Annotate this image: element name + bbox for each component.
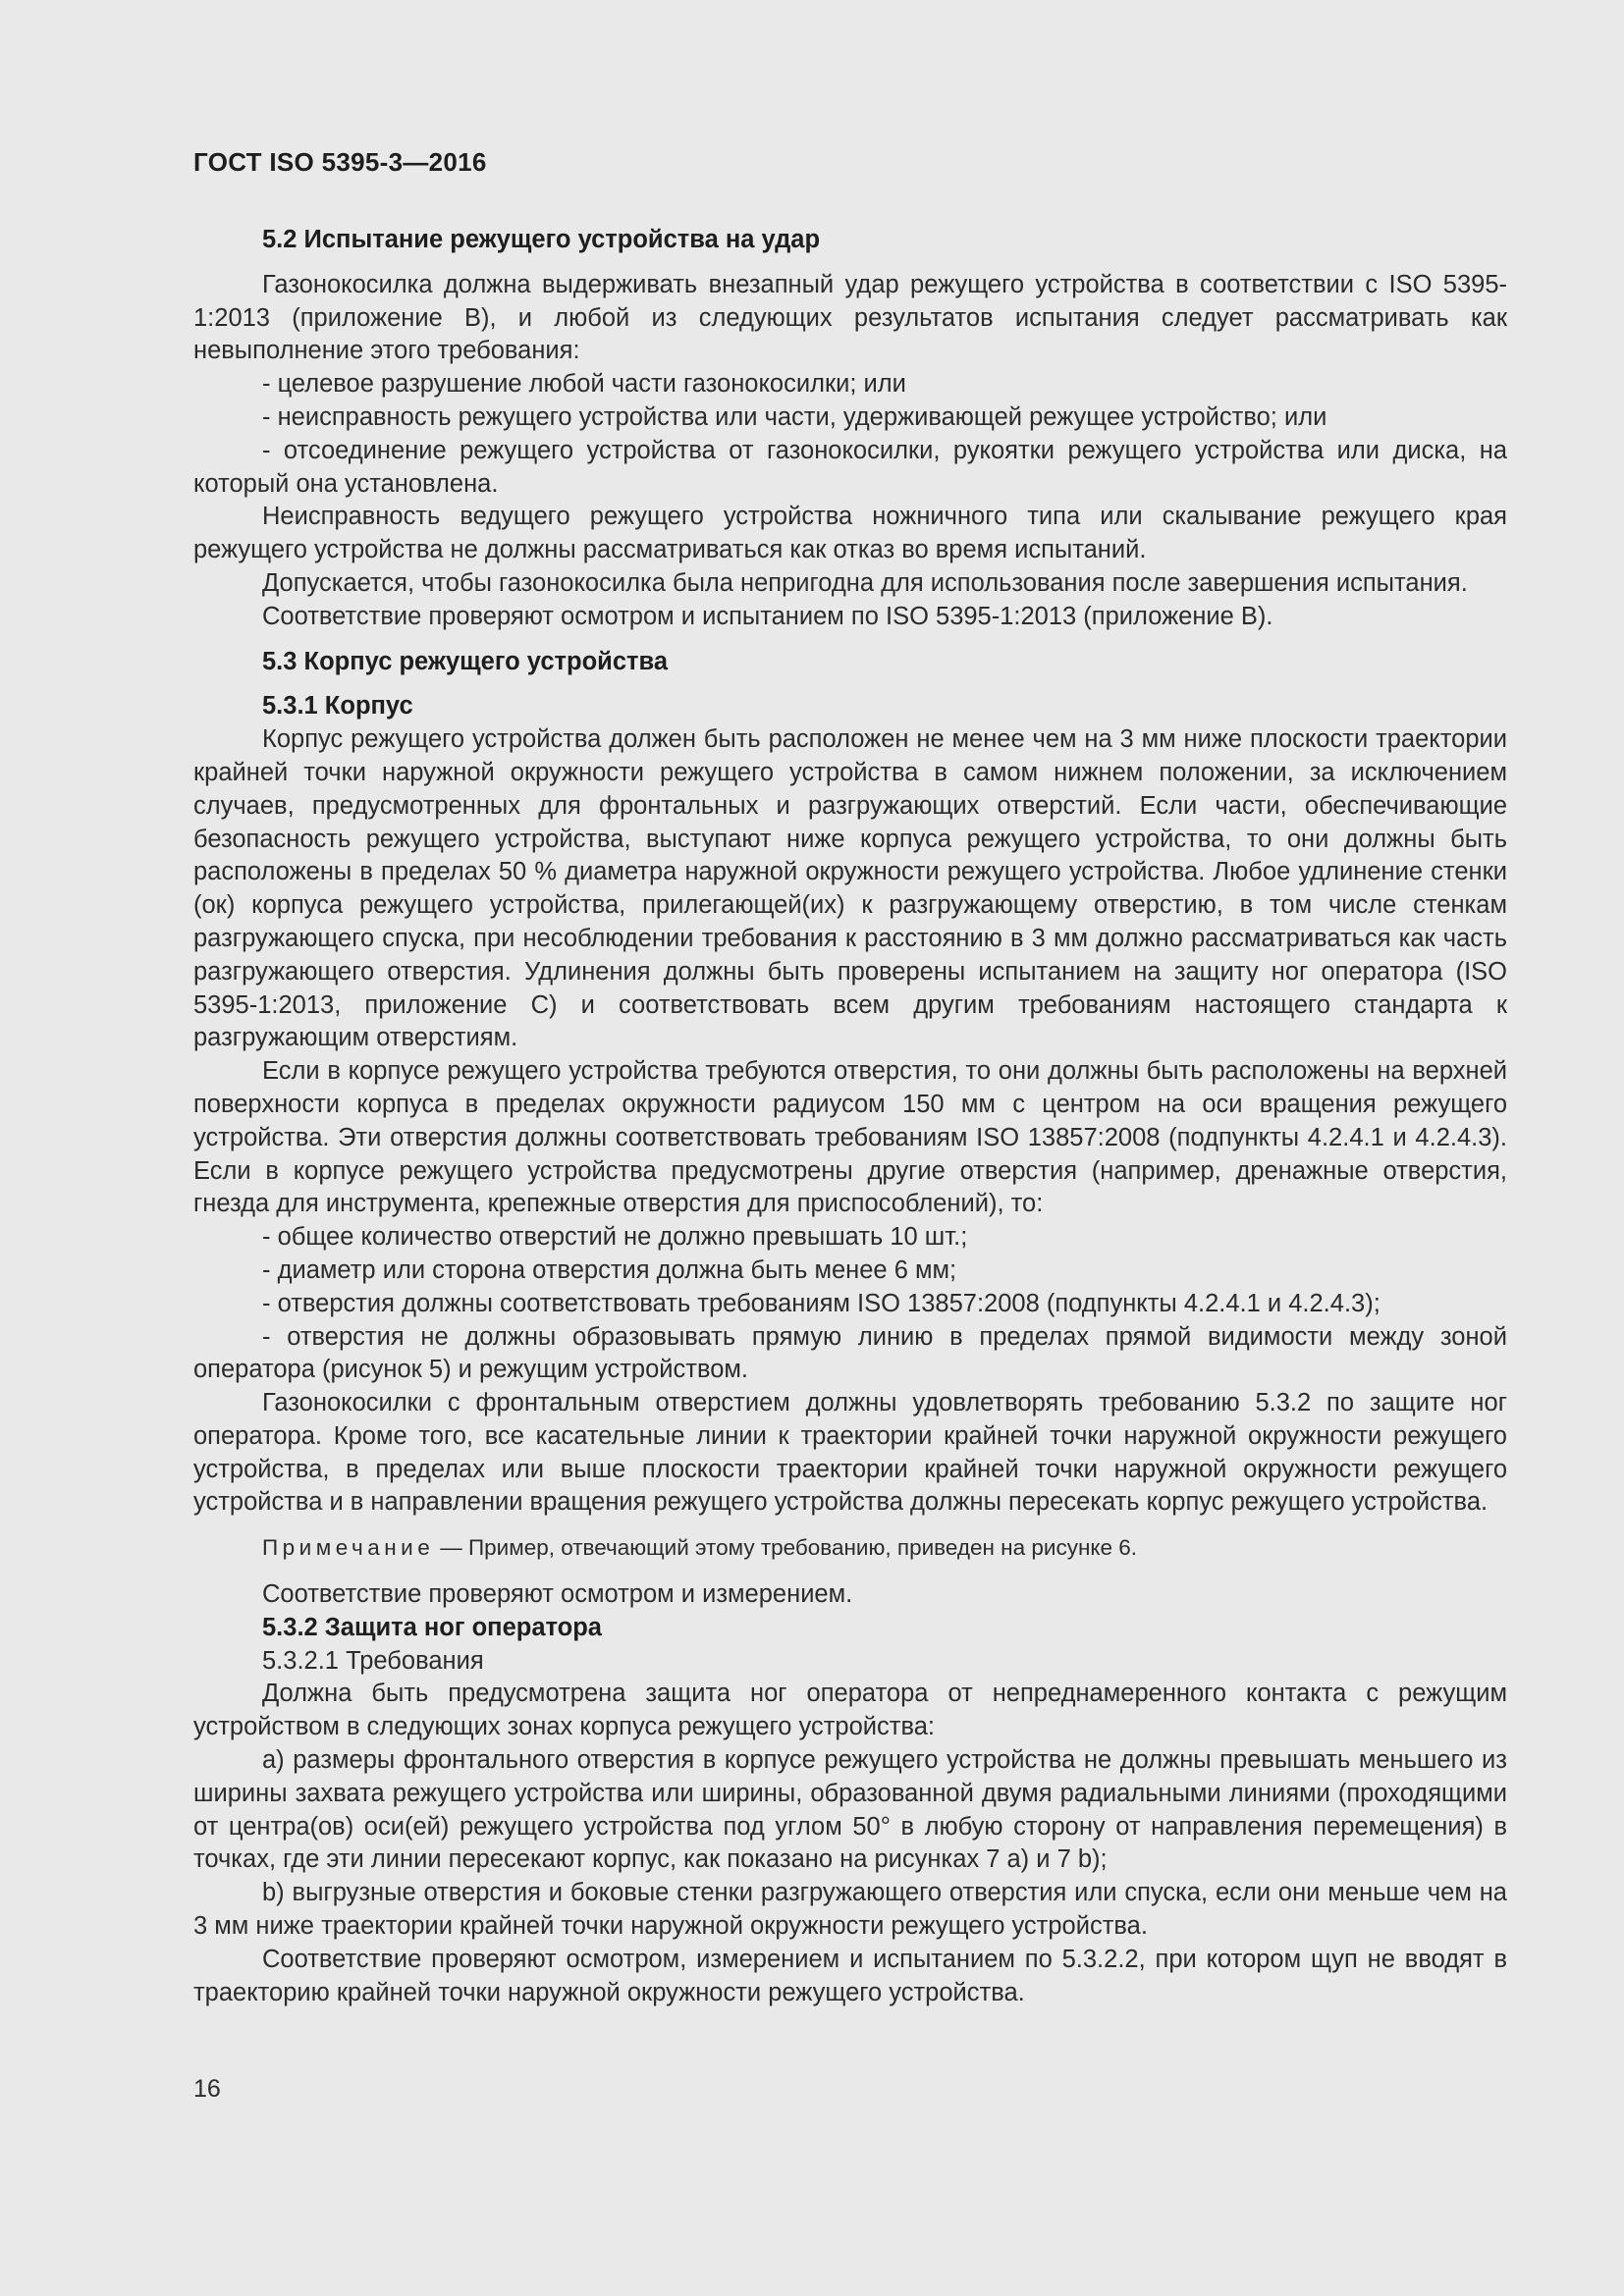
list-item: - отсоединение режущего устройства от газонокосилки, рукоятки режущего устройства или диска, на который она установлена. [193,436,1507,498]
document-body [193,224,1507,2009]
list-item: - отверстия должны соответствовать требованиям ISO 13857:2008 (подпункты 4.2.4.1 и 4.2.4.3); [262,1289,1380,1317]
paragraph: Неисправность ведущего режущего устройства ножничного типа или скалывание режущего края режущего устройства не должны рассматриваться как отказ во время испытаний. [193,503,1507,564]
paragraph: Соответствие проверяют осмотром и измерением. [262,1580,853,1609]
list-item: - общее количество отверстий не должно превышать 10 шт.; [262,1223,968,1252]
note [193,1531,1507,1565]
list-item: - неисправность режущего устройства или части, удерживающей режущее устройство; или [262,402,1327,431]
paragraph: Соответствие проверяют осмотром и испытанием по ISO 5395-1:2013 (приложение В). [262,602,1273,630]
page-number: 16 [193,2075,221,2103]
paragraph: Корпус режущего устройства должен быть расположен не менее чем на 3 мм ниже плоскости траектории крайней точки наружной окружности режущего устройства в самом нижнем положении, за исключением случаев, предусмотренных для фронтальных и разгружающих отверстий. Если части, обеспечивающие безопасность режущего устройства, выступают ниже корпуса режущего устройства, то они должны быть расположены в пределах 50 % диаметра наружной окружности режущего устройства. Любое удлинение стенки (ок) корпуса режущего устройства, прилегающей(их) к разгружающему отверстию, в том числе стенкам разгружающего спуска, при несоблюдении требования к расстоянию в 3 мм должно рассматриваться как часть разгружающего отверстия. Удлинения должны быть проверены испытанием на защиту ног оператора (ISO 5395-1:2013, приложение С) и соответствовать всем другим требованиям настоящего стандарта к разгружающим отверстиям. [193,725,1507,1052]
list-item: - диаметр или сторона отверстия должна быть менее 6 мм; [262,1255,957,1284]
paragraph: Соответствие проверяют осмотром, измерением и испытанием по 5.3.2.2, при котором щуп не вводят в траекторию крайней точки наружной окружности режущего устройства. [193,1945,1507,2006]
section-5-3-1-title: 5.3.1 Корпус [262,692,413,721]
paragraph: Допускается, чтобы газонокосилка была непригодна для использования после завершения испытания. [262,568,1468,597]
note-label: Примечание [262,1535,435,1561]
section-5-3-2-title: 5.3.2 Защита ног оператора [262,1613,602,1641]
note-text: — Пример, отвечающий этому требованию, приведен на рисунке 6. [440,1535,1138,1561]
paragraph: Газонокосилка должна выдерживать внезапный удар режущего устройства в соответствии с ISO 5395-1:2013 (приложение В), и любой из следующих результатов испытания следует рассматривать как невыполнение этого требования: [193,270,1507,365]
document-header: ГОСТ ISO 5395-3—2016 [193,147,487,177]
paragraph: Если в корпусе режущего устройства требуются отверстия, то они должны быть расположены на верхней поверхности корпуса в пределах окружности радиусом 150 мм с центром на оси вращения режущего устройства. Эти отверстия должны соответствовать требованиям ISO 13857:2008 (подпункты 4.2.4.1 и 4.2.4.3). Если в корпусе режущего устройства предусмотрены другие отверстия (например, дренажные отверстия, гнезда для инструмента, крепежные отверстия для приспособлений), то: [193,1057,1507,1218]
list-item: a) размеры фронтального отверстия в корпусе режущего устройства не должны превышать меньшего из ширины захвата режущего устройства или ширины, образованной двумя радиальными линиями (проходящими от центра(ов) оси(ей) режущего устройства под углом 50° в любую сторону от направления перемещения) в точках, где эти линии пересекают корпус, как показано на рисунках 7 а) и 7 b); [193,1746,1507,1874]
paragraph: Газонокосилки с фронтальным отверстием должны удовлетворять требованию 5.3.2 по защите ног оператора. Кроме того, все касательные линии к траектории крайней точки наружной окружности режущего устройства, в пределах или выше плоскости траектории крайней точки наружной окружности режущего устройства и в направлении вращения режущего устройства должны пересекать корпус режущего устройства. [193,1389,1507,1517]
list-item: b) выгрузные отверстия и боковые стенки разгружающего отверстия или спуска, если они меньше чем на 3 мм ниже траектории крайней точки наружной окружности режущего устройства. [193,1879,1507,1941]
section-5-2-title: 5.2 Испытание режущего устройства на удар [262,226,821,253]
section-5-3-title: 5.3 Корпус режущего устройства [262,647,669,675]
list-item: - целевое разрушение любой части газонокосилки; или [262,370,906,399]
subsection-5-3-2-1-title: 5.3.2.1 Требования [262,1646,484,1675]
list-item: - отверстия не должны образовывать прямую линию в пределах прямой видимости между зоной оператора (рисунок 5) и режущим устройством. [193,1322,1507,1384]
paragraph: Должна быть предусмотрена защита ног оператора от непреднамеренного контакта с режущим устройством в следующих зонах корпуса режущего устройства: [193,1680,1507,1741]
